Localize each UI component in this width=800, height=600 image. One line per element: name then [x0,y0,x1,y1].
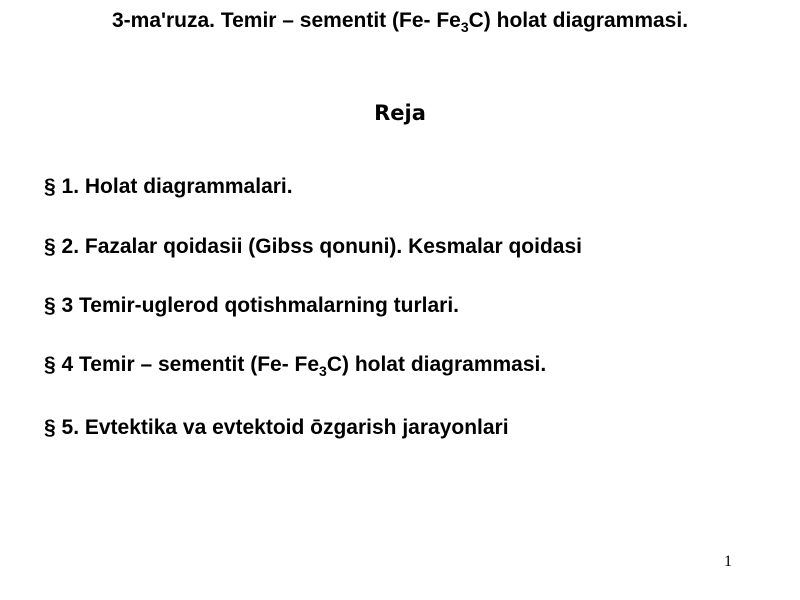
plan-item-3: § 3 Temir-uglerod qotishmalarning turlari. [44,294,460,317]
plan-item-2: § 2. Fazalar qoidasii (Gibss qonuni). Kesmalar qoidasi [44,235,582,258]
slide-title [0,6,800,36]
plan-item-4 [44,350,546,380]
slide-title-text-end: C) holat diagrammasi. [468,9,689,32]
plan-item-5: § 5. Evtektika va evtektoid ōzgarish jarayonlari [44,416,509,439]
page-number: 1 [724,553,732,570]
plan-item-4-text: § 4 Temir – sementit (Fe- Fe [44,353,320,376]
plan-item-4-subscript: 3 [319,363,327,379]
plan-heading: Reja [374,101,426,125]
plan-item-1: § 1. Holat diagrammalari. [44,175,293,198]
slide-title-text: 3-ma'ruza. Temir – sementit (Fe- Fe [111,9,461,32]
slide-title-subscript: 3 [460,19,469,35]
plan-item-4-text-end: C) holat diagrammasi. [326,353,547,376]
